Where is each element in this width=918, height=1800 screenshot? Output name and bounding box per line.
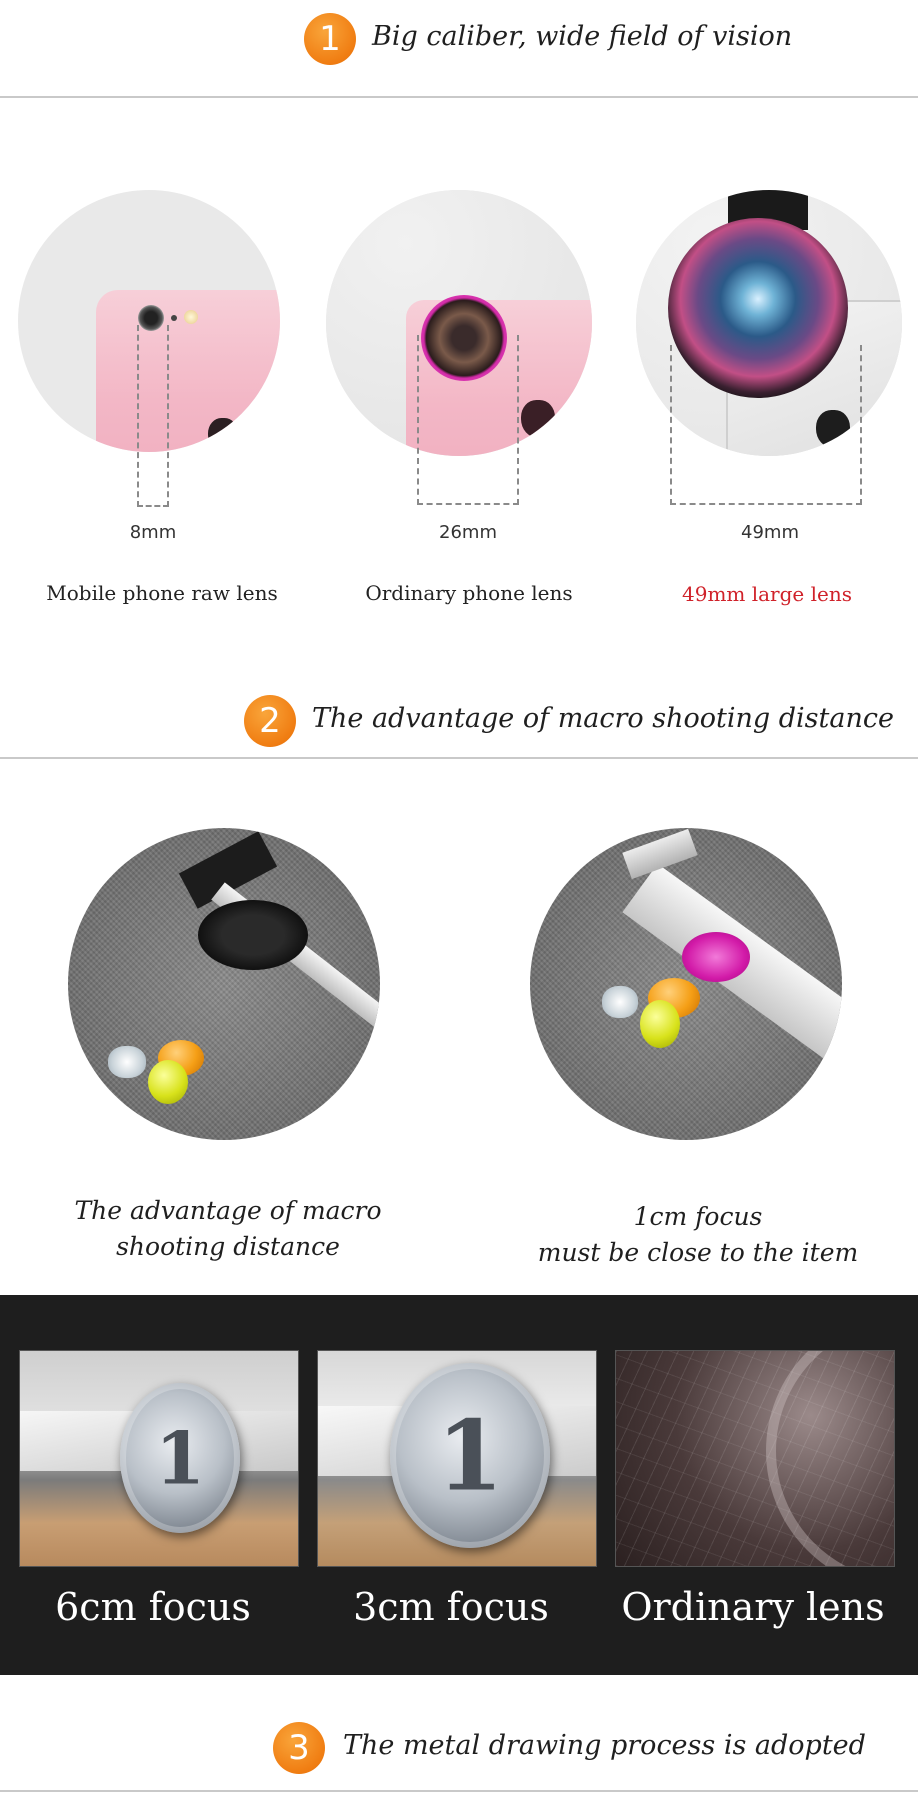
- apple-logo-icon: [521, 400, 555, 438]
- lens-caption: Mobile phone raw lens: [46, 581, 278, 605]
- section-1-title: Big caliber, wide field of vision: [372, 21, 793, 52]
- large-lens-image: [636, 190, 902, 456]
- photo-3cm-focus: [317, 1350, 597, 1567]
- divider: [0, 757, 918, 759]
- photo-6cm-focus: [19, 1350, 299, 1567]
- focus-label: 6cm focus: [55, 1585, 251, 1629]
- focus-label: Ordinary lens: [621, 1585, 885, 1629]
- apple-logo-icon: [208, 418, 238, 452]
- camera-lens-icon: [138, 305, 164, 331]
- large-lens-icon: [668, 218, 848, 398]
- clip-lens-icon: [421, 295, 507, 381]
- section-3-badge: 3: [273, 1722, 325, 1774]
- crystal-item: [602, 986, 638, 1018]
- section-2-header: [0, 690, 918, 760]
- photo-ordinary-lens: [615, 1350, 895, 1567]
- yellow-gem: [640, 1000, 680, 1048]
- raw-lens-image: [18, 190, 280, 452]
- apple-logo-icon: [816, 410, 850, 448]
- section-1-badge: 1: [304, 13, 356, 65]
- coin: 1: [120, 1383, 240, 1533]
- section-2-badge: 2: [244, 695, 296, 747]
- crystal-item: [108, 1046, 146, 1078]
- section-2-title: The advantage of macro shooting distance: [312, 703, 894, 734]
- section-3-header: [0, 1717, 918, 1787]
- size-label: 8mm: [129, 522, 177, 543]
- section-1-header: [0, 5, 918, 75]
- yellow-gem: [148, 1060, 188, 1104]
- divider: [0, 1790, 918, 1792]
- flash-icon: [184, 310, 198, 324]
- black-lens-icon: [198, 900, 308, 970]
- lens-caption: Ordinary phone lens: [365, 581, 573, 605]
- macro-pink-lens-image: [530, 828, 842, 1140]
- ordinary-lens-image: [326, 190, 592, 456]
- macro-caption-right: 1cm focus must be close to the item: [537, 1202, 859, 1267]
- coin: 1: [390, 1363, 550, 1548]
- section-3-title: The metal drawing process is adopted: [343, 1730, 866, 1761]
- macro-caption-left: The advantage of macro shooting distance: [74, 1196, 382, 1261]
- focus-label: 3cm focus: [353, 1585, 549, 1629]
- lens-caption-highlight: 49mm large lens: [682, 582, 852, 606]
- blurred-coin-edge: [766, 1350, 895, 1567]
- divider: [0, 96, 918, 98]
- size-label: 26mm: [439, 522, 497, 543]
- macro-black-lens-image: [68, 828, 380, 1140]
- size-label: 49mm: [741, 522, 799, 543]
- pink-lens-icon: [682, 932, 750, 982]
